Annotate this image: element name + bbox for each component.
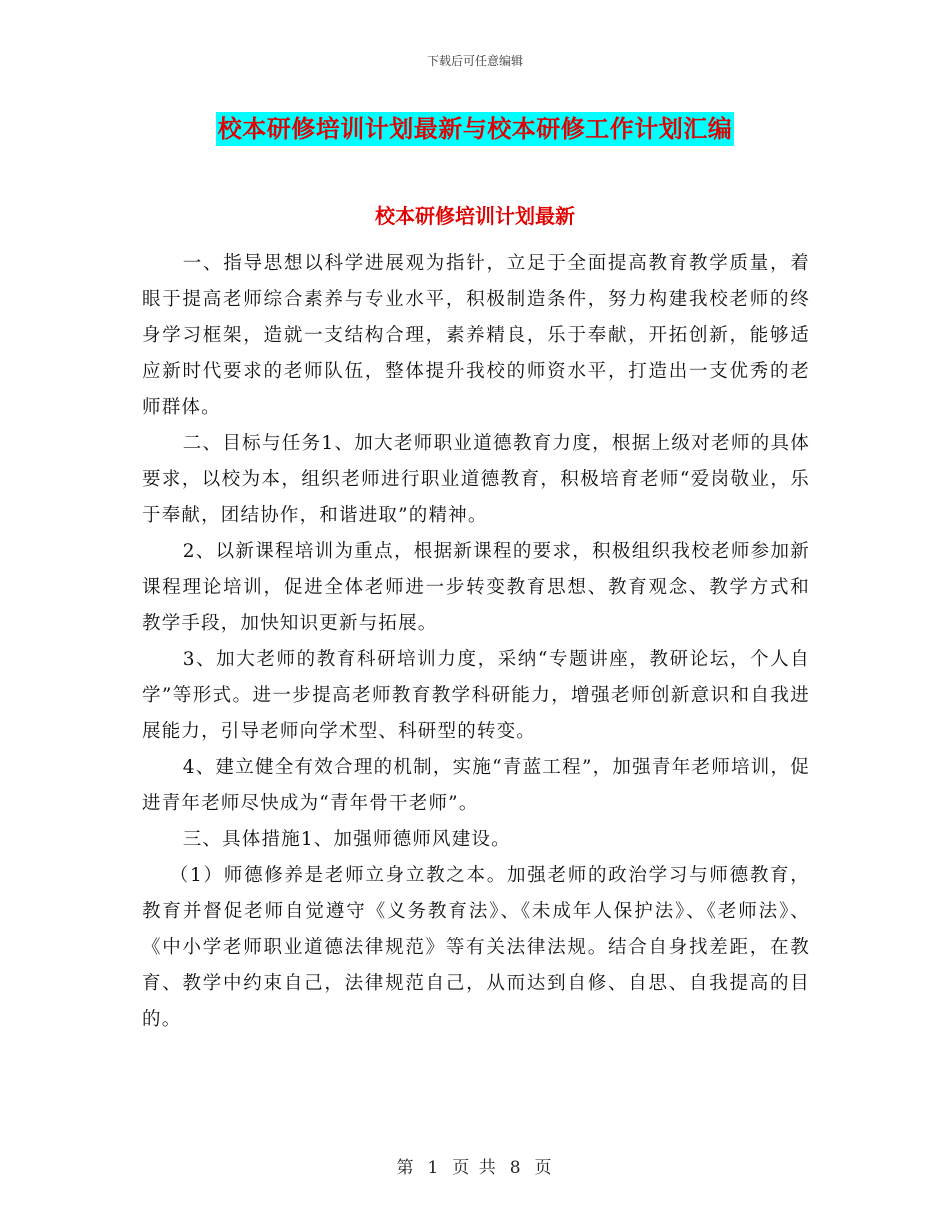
footer-suffix: 页	[534, 1158, 554, 1178]
page-footer	[0, 1153, 950, 1178]
page-header-note: 下载后可任意编辑	[426, 54, 523, 68]
paragraph-goals-tasks: 二、目标与任务1、加大老师职业道德教育力度，根据上级对老师的具体要求，以校为本，组织老师进行职业道德教育，积极培育老师“爱岗敬业，乐于奉献，团结协作，和谐进取”的精神。	[142, 433, 810, 526]
paragraph-research-training: 3、加大老师的教育科研培训力度，采纳“专题讲座，教研论坛，个人自学”等形式。进一步提高老师教育教学科研能力，增强老师创新意识和自我进展能力，引导老师向学术型、科研型的转变。	[142, 649, 810, 742]
paragraph-mechanism: 4、建立健全有效合理的机制，实施“青蓝工程”，加强青年老师培训，促进青年老师尽快成为“青年骨干老师”。	[142, 757, 810, 814]
paragraph-ethics: （1）师德修养是老师立身立教之本。加强老师的政治学习与师德教育，教育并督促老师自觉遵守《义务教育法》、《未成年人保护法》、《老师法》、《中小学老师职业道德法律规范》等有关法律法规。结合自身找差距，在教育、教学中约束自己，法律规范自己，从而达到自修、自思、自我提高的目的。	[142, 865, 810, 1030]
footer-page-number: 1	[427, 1158, 441, 1178]
paragraph-measures: 三、具体措施1、加强师德师风建设。	[182, 829, 511, 850]
footer-mid: 页 共	[452, 1158, 498, 1178]
paragraph-new-curriculum: 2、以新课程培训为重点，根据新课程的要求，积极组织我校老师参加新课程理论培训，促进全体老师进一步转变教育思想、教育观念、教学方式和教学手段，加快知识更新与拓展。	[142, 541, 810, 634]
section-title: 校本研修培训计划最新	[375, 204, 575, 228]
footer-page-total: 8	[509, 1158, 523, 1178]
document-title-wrap	[0, 112, 950, 146]
document-title: 校本研修培训计划最新与校本研修工作计划汇编	[216, 112, 735, 146]
footer-prefix: 第	[396, 1158, 416, 1178]
document-body	[142, 246, 810, 1038]
paragraph-guiding-ideology: 一、指导思想以科学进展观为指针，立足于全面提高教育教学质量，着眼于提高老师综合素养与专业水平，积极制造条件，努力构建我校老师的终身学习框架，造就一支结构合理，素养精良，乐于奉献，开拓创新，能够适应新时代要求的老师队伍，整体提升我校的师资水平，打造出一支优秀的老师群体。	[142, 253, 810, 418]
